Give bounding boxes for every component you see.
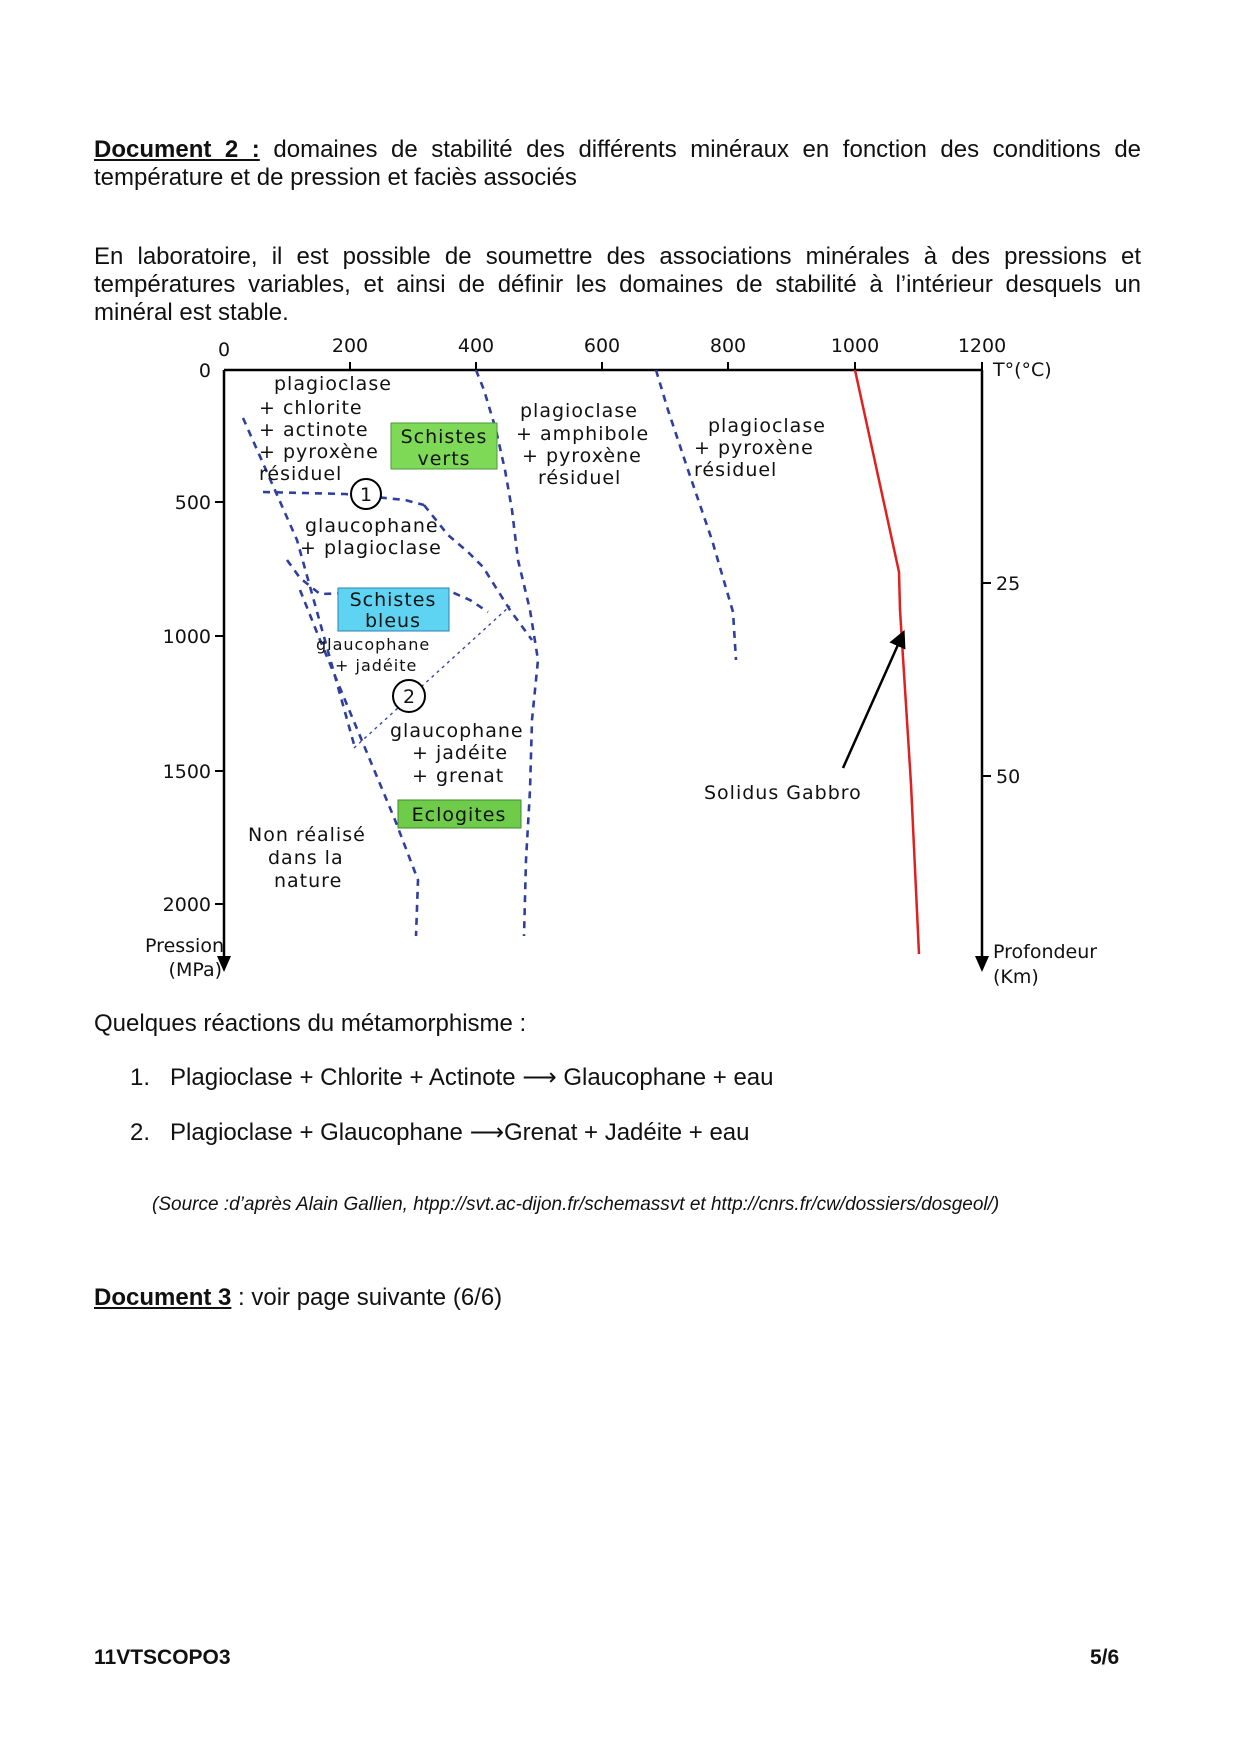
temp-tick: 1200 (957, 335, 1007, 357)
zone-line: + grenat (412, 765, 505, 787)
temp-tick: 400 (457, 335, 495, 357)
zone-not-natural (248, 824, 366, 892)
document3-reference (94, 1284, 502, 1312)
zone-line: + jadéite (412, 742, 509, 764)
zone-line: + chlorite (259, 397, 363, 419)
pressure-tick: 0 (198, 360, 211, 382)
zone-line: résiduel (538, 467, 622, 489)
document3-label: Document 3 (94, 1284, 232, 1311)
reaction-marker-1 (351, 479, 381, 509)
reaction-item (130, 1063, 774, 1092)
depth-unit: (Km) (993, 966, 1039, 988)
zone-line: nature (274, 870, 343, 892)
reaction-arrow: ⟶ (469, 1119, 504, 1146)
pressure-tick-labels (163, 360, 211, 916)
zone-line: + pyroxène (259, 441, 379, 463)
reaction-arrow: ⟶ (522, 1064, 557, 1091)
temp-tick-labels (218, 335, 1006, 361)
solidus-label: Solidus Gabbro (704, 782, 862, 804)
temp-axis-label: T°(°C) (993, 359, 1052, 381)
temp-tick: 800 (709, 335, 747, 357)
reaction-reactants: Plagioclase + Chlorite + Actinote (170, 1064, 516, 1091)
temp-tick: 200 (331, 335, 369, 357)
zone-low-t (259, 373, 392, 485)
facies-line: Schistes (400, 426, 488, 448)
zone-glauco-plagio (300, 515, 442, 559)
zone-line: + pyroxène (522, 445, 642, 467)
footer-code: 11VTSCOPO3 (94, 1646, 231, 1669)
facies-schistes-verts (391, 423, 497, 470)
footer-page: 5/6 (1090, 1646, 1120, 1669)
boundary-high (656, 370, 736, 660)
temp-tick: 0 (217, 339, 231, 361)
facies-line: verts (417, 448, 471, 470)
zone-line: glaucophane (316, 635, 431, 654)
zone-line: glaucophane (305, 515, 439, 537)
boundary-reaction-1 (263, 492, 424, 505)
zone-line: Non réalisé (248, 824, 366, 846)
axis-arrows (217, 956, 989, 972)
reaction-products: Grenat + Jadéite + eau (503, 1119, 750, 1146)
reaction-marker-2 (393, 680, 425, 712)
pressure-tick: 500 (174, 492, 211, 514)
reaction-marker-label: 1 (359, 484, 373, 506)
zone-line: + amphibole (516, 423, 650, 445)
zone-glauco-jad-grenat (390, 720, 524, 787)
zone-line: plagioclase (520, 400, 638, 422)
reaction-marker-label: 2 (402, 686, 416, 708)
temp-tick: 600 (583, 335, 621, 357)
zone-high-t (694, 415, 826, 481)
reaction-reactants: Plagioclase + Glaucophane (170, 1119, 463, 1146)
zone-line: glaucophane (390, 720, 524, 742)
solidus-line (855, 370, 919, 954)
zone-mid-t (516, 400, 649, 489)
depth-axis-arrow (975, 956, 989, 972)
depth-label: Profondeur (993, 941, 1098, 963)
pressure-label: Pression (145, 935, 224, 957)
reaction-number: 2. (130, 1119, 151, 1146)
depth-tick: 50 (996, 766, 1021, 788)
solidus-arrow (843, 638, 901, 768)
zone-line: + actinote (259, 419, 369, 441)
document3-text: : voir page suivante (6/6) (231, 1284, 503, 1311)
zone-line: dans la (268, 847, 344, 869)
depth-tick-marks (982, 583, 991, 776)
document2-intro: En laboratoire, il est possible de soumettre des associations minérales à des pressions et températures variables, et ainsi de définir les domaines de stabilité à l’intérieur desquels un minéral est stable. (94, 243, 1141, 326)
pressure-tick: 2000 (162, 894, 211, 916)
zone-line: + plagioclase (300, 537, 442, 559)
depth-tick: 25 (996, 573, 1021, 595)
reaction-products: Glaucophane + eau (563, 1064, 774, 1091)
temp-tick: 1000 (830, 335, 880, 357)
zone-line: résiduel (259, 463, 343, 485)
facies-line: bleus (365, 610, 421, 632)
pressure-tick-marks (215, 502, 224, 904)
zone-glauco-jadeite (316, 635, 430, 675)
pressure-tick: 1000 (162, 626, 211, 648)
facies-label: Eclogites (411, 804, 507, 826)
zone-line: + pyroxène (694, 437, 814, 459)
facies-schistes-bleus (338, 588, 449, 632)
reactions-title: Quelques réactions du métamorphisme : (94, 1010, 527, 1037)
zone-line: plagioclase (708, 415, 826, 437)
zone-line: résiduel (694, 459, 778, 481)
pressure-tick: 1500 (162, 761, 211, 783)
facies-line: Schistes (349, 589, 437, 611)
reaction-item (130, 1118, 750, 1147)
reaction-number: 1. (130, 1064, 151, 1091)
zone-line: + jadéite (335, 656, 418, 675)
pressure-unit: (MPa) (168, 959, 222, 981)
facies-eclogites (398, 800, 521, 828)
document2-label: Document 2 : (94, 136, 260, 163)
zone-line: plagioclase (274, 373, 392, 395)
source-citation: (Source :d’après Alain Gallien, htpp://svt.ac-dijon.fr/schemassvt et http://cnrs.fr/cw/dossiers/dosgeol/) (152, 1194, 1000, 1215)
document2-title: domaines de stabilité des différents minéraux en fonction des conditions de température et de pression et faciès associés (94, 136, 1142, 191)
